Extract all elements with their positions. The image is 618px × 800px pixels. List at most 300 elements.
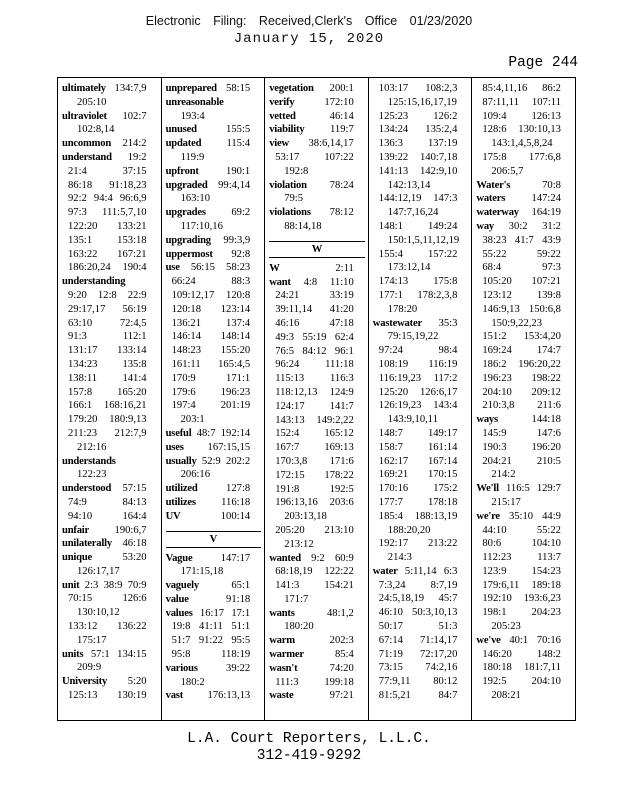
page-line-ref: 46:18 [122, 538, 147, 550]
page-line-ref: 139:22 [378, 151, 409, 163]
page-line-ref: 50:3,10,13 [412, 607, 458, 619]
index-line [267, 510, 367, 524]
index-line [474, 110, 574, 124]
index-line [60, 220, 160, 234]
page-line-ref: 62:4 [334, 331, 354, 343]
index-line [267, 123, 367, 137]
page-line-ref: 119:7 [330, 124, 354, 136]
page-line-ref: 170:9 [171, 372, 196, 384]
index-line [60, 82, 160, 96]
page-line-ref: 9:2 [311, 552, 325, 564]
page-line-ref: 199:18 [324, 676, 354, 688]
index-line [474, 620, 574, 634]
page-line-ref: 152:4 [275, 428, 300, 440]
index-word: waters [476, 193, 506, 205]
page-line-ref: 86:18 [68, 179, 93, 191]
page-line-ref: 115:4 [226, 138, 251, 150]
index-word: utilized [165, 483, 198, 495]
page-line-ref: 196:20,22 [518, 358, 561, 370]
index-line [474, 330, 574, 344]
page-line-ref: 163:22 [68, 248, 98, 260]
page-line-ref: 147:17 [220, 552, 251, 564]
index-line [267, 400, 367, 414]
page-line-ref: 126:6,17 [420, 386, 458, 398]
index-line [267, 469, 367, 483]
page-line-ref: 68:4 [482, 262, 502, 274]
index-line [60, 413, 160, 427]
index-line [371, 151, 471, 165]
page-line-ref: 41:20 [329, 304, 354, 316]
index-column-1 [58, 78, 161, 720]
index-line [371, 482, 471, 496]
page-line-ref: 70:15 [68, 593, 93, 605]
page-line-ref: 204:23 [531, 607, 561, 619]
index-word: wanted [269, 552, 301, 564]
index-word: verify [269, 96, 295, 108]
page-line-ref: 168:16,21 [103, 400, 147, 412]
index-line [474, 317, 574, 331]
index-line [371, 123, 471, 137]
page-line-ref: 213:22 [427, 538, 458, 550]
page-line-ref: 180:20 [284, 621, 314, 633]
index-column-3 [264, 78, 368, 720]
page-line-ref: 5:11,14 [404, 565, 437, 577]
page-line-ref: 85:4 [334, 649, 354, 661]
index-line [371, 496, 471, 510]
index-line [267, 620, 367, 634]
page-line-ref: 88:14,18 [284, 220, 322, 232]
page-line-ref: 52:9 [201, 455, 221, 467]
page-line-ref: 51:7 [171, 635, 191, 647]
page-line-ref: 125:13 [68, 690, 98, 702]
page-line-ref: 48:7 [196, 427, 216, 439]
page-line-ref: 118:19 [221, 649, 251, 661]
index-line [164, 110, 264, 124]
page-line-ref: 84:7 [438, 690, 458, 702]
hearing-date: January 15, 2020 [233, 31, 385, 47]
index-line [60, 427, 160, 441]
page-line-ref: 140:7,18 [420, 151, 458, 163]
index-line [371, 330, 471, 344]
index-line [474, 303, 574, 317]
index-line [474, 386, 574, 400]
index-line [267, 358, 367, 372]
index-word: unique [62, 552, 93, 564]
index-line [371, 110, 471, 124]
page-line-ref: 167:15,15 [207, 441, 251, 453]
page-line-ref: 116:3 [330, 373, 354, 385]
page-line-ref: 149:24 [427, 220, 458, 232]
index-line [164, 289, 264, 303]
page-line-ref: 177:1 [378, 289, 403, 301]
index-line [60, 634, 160, 648]
index-line [474, 427, 574, 441]
index-word: uncommon [62, 138, 112, 150]
index-word: Water's [476, 179, 511, 191]
page-line-ref: 134:23 [68, 358, 98, 370]
page-line-ref: 19:8 [171, 621, 191, 633]
index-word: values [165, 607, 193, 619]
page-line-ref: 147:24 [531, 193, 561, 205]
page-line-ref: 70:9 [127, 579, 147, 591]
index-line [371, 510, 471, 524]
page-line-ref: 196:13,16 [275, 497, 318, 509]
page-line-ref: 81:5,21 [378, 690, 411, 702]
page-line-ref: 174:13 [378, 276, 409, 288]
page-line-ref: 143:13 [275, 414, 305, 426]
page-line-ref: 66:24 [171, 276, 196, 288]
index-line [267, 565, 367, 579]
index-line [267, 206, 367, 220]
page-line-ref: 123:9 [482, 565, 507, 577]
index-line [267, 455, 367, 469]
index-line [60, 661, 160, 675]
page-line-ref: 193:6,23 [523, 593, 561, 605]
page-line-ref: 55:22 [482, 248, 507, 260]
page-line-ref: 63:10 [68, 317, 93, 329]
page-line-ref: 2:11 [335, 262, 354, 274]
index-line [371, 220, 471, 234]
page-line-ref: 177:6,8 [528, 151, 561, 163]
index-word: warm [269, 635, 295, 647]
page-line-ref: 102:8,14 [77, 124, 115, 136]
page-line-ref: 116:19 [428, 358, 458, 370]
page-line-ref: 24:5,18,19 [378, 593, 425, 605]
index-line [60, 468, 160, 482]
page-line-ref: 59:22 [536, 248, 561, 260]
index-line [371, 524, 471, 538]
index-word: use [165, 262, 180, 274]
page-line-ref: 161:14 [427, 441, 458, 453]
index-line [474, 137, 574, 151]
page-line-ref: 16:17 [199, 607, 225, 619]
index-column-4 [368, 78, 472, 720]
page-line-ref: 205:23 [491, 621, 521, 633]
index-line [267, 192, 367, 206]
index-word: unused [165, 124, 197, 136]
page-line-ref: 24:21 [275, 290, 300, 302]
index-word: we've [476, 634, 501, 646]
page-line-ref: 122:22 [324, 566, 354, 578]
index-line [164, 206, 264, 220]
index-line [60, 96, 160, 110]
index-line [60, 606, 160, 620]
page-line-ref: 96:1 [334, 345, 354, 357]
index-line [371, 661, 471, 675]
page-line-ref: 80:6 [482, 538, 502, 550]
page-line-ref: 155:5 [226, 124, 251, 136]
index-line [164, 372, 264, 386]
page-line-ref: 173:12,14 [387, 262, 431, 274]
page-line-ref: 41:11 [199, 621, 223, 633]
page-line-ref: 91:18 [226, 593, 251, 605]
index-line [267, 386, 367, 400]
index-line [60, 303, 160, 317]
index-word: useful [165, 427, 192, 439]
index-line [60, 206, 160, 220]
page-line-ref: 154:21 [324, 580, 354, 592]
page-line-ref: 171:6 [329, 455, 354, 467]
page-line-ref: 46:16 [275, 317, 300, 329]
index-line [474, 358, 574, 372]
page-line-ref: 143:4 [433, 400, 458, 412]
index-word: ways [476, 414, 498, 426]
index-line [474, 399, 574, 413]
index-word: wasn't [269, 662, 298, 674]
index-line [164, 123, 264, 137]
page-line-ref: 150:1,5,11,12,19 [387, 234, 460, 246]
page-line-ref: 129:7 [536, 483, 561, 495]
index-line [60, 372, 160, 386]
index-line [164, 634, 264, 648]
page-line-ref: 172:15 [275, 469, 305, 481]
page-line-ref: 136:3 [378, 138, 403, 150]
index-line [474, 165, 574, 179]
page-line-ref: 130:10,12 [77, 607, 120, 619]
index-word: unfair [62, 524, 90, 536]
index-line [164, 248, 264, 262]
page-line-ref: 60:9 [334, 552, 354, 564]
page-line-ref: 175:17 [77, 634, 107, 646]
index-column-5 [471, 78, 575, 720]
page-line-ref: 142:9,10 [420, 165, 458, 177]
page-line-ref: 135:2,4 [425, 124, 458, 136]
page-line-ref: 178:22 [324, 469, 354, 481]
page-line-ref: 40:1 [509, 634, 529, 646]
page-line-ref: 138:11 [68, 372, 98, 384]
page-line-ref: 119:9 [180, 151, 205, 163]
page-line-ref: 188:20,20 [387, 524, 431, 536]
index-line [60, 551, 160, 565]
page-line-ref: 55:19 [302, 331, 327, 343]
page-line-ref: 7:3,24 [378, 579, 406, 591]
index-line [164, 165, 264, 179]
index-line [60, 537, 160, 551]
index-line [60, 358, 160, 372]
index-line [474, 206, 574, 220]
page-line-ref: 126:2 [433, 110, 458, 122]
page-line-ref: 53:17 [275, 151, 300, 163]
page-line-ref: 70:16 [536, 634, 561, 646]
page-line-ref: 99:4,14 [218, 179, 251, 191]
index-word: warmer [269, 649, 304, 661]
index-line [164, 275, 264, 289]
index-word: we're [476, 510, 500, 522]
page-line-ref: 78:12 [329, 207, 354, 219]
page-line-ref: 204:21 [482, 455, 512, 467]
page-line-ref: 203:13,18 [284, 511, 327, 523]
index-line [474, 675, 574, 689]
index-word: water [372, 565, 398, 577]
index-line [474, 441, 574, 455]
page-line-ref: 125:15,16,17,19 [387, 96, 457, 108]
index-line [474, 179, 574, 193]
page-line-ref: 116:18 [221, 496, 251, 508]
index-word: uses [165, 441, 184, 453]
index-line [474, 537, 574, 551]
index-line [474, 234, 574, 248]
page-line-ref: 46:14 [329, 110, 354, 122]
page-line-ref: 128:6 [482, 124, 507, 136]
index-line [371, 441, 471, 455]
page-line-ref: 189:18 [531, 579, 561, 591]
index-line [474, 220, 574, 234]
page-line-ref: 125:20 [378, 386, 409, 398]
page-line-ref: 117:10,16 [180, 220, 223, 232]
index-line [371, 206, 471, 220]
index-line [474, 592, 574, 606]
page-line-ref: 105:20 [482, 276, 512, 288]
page-line-ref: 117:2 [433, 372, 458, 384]
index-word: W [269, 262, 280, 274]
index-line [164, 689, 264, 703]
page-line-ref: 126:19,23 [378, 400, 422, 412]
index-line [267, 579, 367, 593]
index-line [60, 455, 160, 469]
page-line-ref: 95:8 [171, 649, 191, 661]
index-line [371, 399, 471, 413]
page-line-ref: 134:7,9 [114, 83, 147, 94]
index-line [371, 289, 471, 303]
page-line-ref: 112:23 [482, 552, 512, 564]
index-line [164, 137, 264, 151]
page-line-ref: 74:9 [68, 496, 87, 508]
page-line-ref: 92:2 [68, 193, 87, 205]
page-line-ref: 208:21 [491, 690, 521, 702]
page-line-ref: 157:8 [68, 386, 93, 398]
index-line [474, 661, 574, 675]
page-line-ref: 108:19 [378, 358, 409, 370]
index-word: unit [62, 579, 80, 591]
page-line-ref: 150:6,8 [528, 303, 561, 315]
index-line [60, 275, 160, 289]
index-line [267, 634, 367, 648]
index-line [164, 482, 264, 496]
index-line [164, 330, 264, 344]
index-word: vetted [269, 110, 296, 122]
page-line-ref: 135:1 [68, 234, 93, 246]
page-line-ref: 5:20 [127, 676, 147, 688]
page-line-ref: 135:8 [122, 358, 147, 370]
index-word: updated [165, 138, 202, 150]
index-line [267, 483, 367, 497]
index-line [164, 220, 264, 234]
index-word: ultraviolet [62, 110, 107, 122]
page-line-ref: 116:5 [506, 483, 530, 495]
page-line-ref: 170:15 [427, 469, 458, 481]
page-line-ref: 169:13 [324, 442, 354, 454]
page-line-ref: 190:4 [122, 262, 147, 274]
page-line-ref: 78:24 [329, 179, 354, 191]
page-line-ref: 49:3 [275, 331, 295, 343]
page-line-ref: 179:6,11 [482, 579, 520, 591]
page-line-ref: 97:21 [329, 690, 354, 702]
page-line-ref: 211:23 [68, 427, 98, 439]
index-line [164, 261, 264, 275]
page-line-ref: 94:4 [93, 193, 113, 205]
index-line [474, 551, 574, 565]
page-line-ref: 22:9 [127, 289, 147, 301]
index-line [267, 276, 367, 290]
index-column-2 [161, 78, 265, 720]
index-line [60, 179, 160, 193]
index-line [267, 303, 367, 317]
page-line-ref: 200:1 [329, 83, 354, 94]
page-line-ref: 108:2,3 [425, 83, 458, 94]
index-line [267, 676, 367, 690]
index-line [60, 496, 160, 510]
index-line [267, 151, 367, 165]
page-line-ref: 188:13,19 [414, 510, 458, 522]
index-line [267, 289, 367, 303]
index-word: upfront [165, 165, 199, 177]
page-line-ref: 2:3 [84, 579, 99, 591]
page-line-ref: 192:10 [482, 593, 512, 605]
page-line-ref: 9:20 [68, 289, 87, 301]
index-line [164, 303, 264, 317]
page-line-ref: 115:13 [275, 373, 305, 385]
index-word: violation [269, 179, 307, 191]
page-line-ref: 91:18,23 [109, 179, 147, 191]
page-line-ref: 133:12 [68, 621, 98, 633]
index-line [164, 441, 264, 455]
index-line [164, 386, 264, 400]
index-line [267, 262, 367, 276]
page-line-ref: 85:4,11,16 [482, 83, 528, 94]
index-word: way [476, 220, 495, 232]
index-line [60, 261, 160, 275]
page-line-ref: 12:8 [97, 289, 117, 301]
index-line [267, 496, 367, 510]
page-line-ref: 57:15 [122, 483, 147, 495]
index-line [474, 579, 574, 593]
index-line [474, 248, 574, 262]
page-line-ref: 165:20 [117, 386, 147, 398]
page-line-ref: 122:23 [77, 469, 107, 481]
index-line [267, 317, 367, 331]
page-line-ref: 190:1 [226, 165, 251, 177]
index-line [371, 689, 471, 703]
page-line-ref: 141:7 [329, 400, 354, 412]
page-line-ref: 91:3 [68, 331, 87, 343]
page-line-ref: 178:18 [427, 496, 458, 508]
index-word: unprepared [165, 83, 217, 94]
page-line-ref: 165:4,5 [218, 358, 251, 370]
index-word: upgraded [165, 179, 208, 191]
index-word: view [269, 138, 289, 150]
page-line-ref: 214:3 [387, 552, 412, 564]
index-word: understood [62, 483, 112, 495]
page-line-ref: 30:2 [508, 220, 528, 232]
page-line-ref: 162:17 [378, 455, 409, 467]
page-line-ref: 102:7 [122, 110, 147, 122]
page-line-ref: 171:1 [226, 372, 251, 384]
page-line-ref: 51:1 [231, 621, 251, 633]
page-line-ref: 147:7,16,24 [387, 207, 439, 219]
page-line-ref: 134:24 [378, 124, 409, 136]
page-line-ref: 155:20 [220, 345, 251, 357]
page-line-ref: 107:21 [531, 276, 561, 288]
index-line [267, 414, 367, 428]
page-line-ref: 103:17 [378, 83, 409, 94]
index-line [371, 179, 471, 193]
page-line-ref: 167:14 [427, 455, 458, 467]
index-line [60, 317, 160, 331]
page-line-ref: 185:4 [378, 510, 403, 522]
index-word: UV [165, 510, 181, 522]
page-line-ref: 126:13 [531, 110, 561, 122]
page-line-ref: 198:1 [482, 607, 507, 619]
